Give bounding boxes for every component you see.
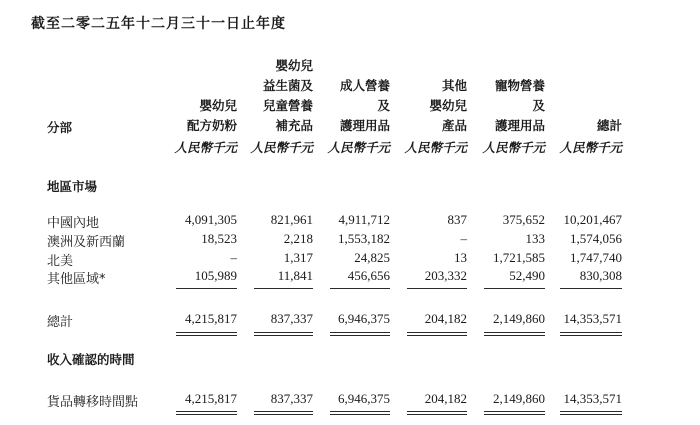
subtotal-rule-col3 — [330, 288, 390, 289]
final-underline-col6 — [560, 411, 622, 412]
cell: 2,218 — [283, 231, 313, 246]
col-header-total — [597, 116, 622, 136]
cell: 837,337 — [270, 391, 313, 406]
unit-label-col5: 人民幣千元 — [482, 140, 545, 155]
total-underline-col1 — [176, 332, 237, 333]
section-revenue-timing: 收入確認的時間 — [47, 352, 135, 367]
cell: 14,353,571 — [563, 391, 622, 406]
total-underline-col3 — [330, 332, 390, 333]
row-label-other-regions: 其他區域* — [47, 272, 106, 287]
row-label-mainland-china: 中國內地 — [47, 216, 100, 231]
total-underline-col4 — [407, 332, 467, 333]
cell: 24,825 — [354, 250, 390, 265]
total-underline-col5 — [484, 332, 545, 333]
unit-label-col1: 人民幣千元 — [174, 140, 237, 155]
row-label-north-america: 北美 — [47, 254, 74, 269]
final-underline-col5 — [484, 411, 545, 412]
cell: 18,523 — [201, 231, 237, 246]
cell: 6,946,375 — [338, 311, 390, 326]
total-underline-col2 — [254, 332, 313, 333]
cell: 837,337 — [270, 311, 313, 326]
col-header-line: 補充品 — [275, 118, 313, 133]
total-underline-col6 — [560, 335, 622, 336]
cell: – — [460, 231, 467, 246]
col-header-line: 總計 — [596, 118, 622, 133]
col-header-line: 兒童營養 — [262, 98, 313, 113]
cell: 52,490 — [509, 268, 545, 283]
cell: 204,182 — [424, 391, 467, 406]
cell: 4,215,817 — [185, 391, 237, 406]
section-geographic: 地區市場 — [47, 179, 98, 194]
col-header-line: 護理用品 — [339, 118, 390, 133]
col-header-line: 嬰幼兒 — [199, 98, 237, 113]
final-underline-col3 — [330, 411, 390, 412]
subtotal-rule-col4 — [407, 288, 467, 289]
total-underline-col6 — [560, 332, 622, 333]
col-header-line: 護理用品 — [494, 118, 545, 133]
total-underline-col3 — [330, 335, 390, 336]
cell: 2,149,860 — [493, 311, 545, 326]
subtotal-rule-col2 — [254, 288, 313, 289]
final-underline-col2 — [254, 414, 313, 415]
cell: 6,946,375 — [338, 391, 390, 406]
final-underline-col1 — [176, 414, 237, 415]
total-underline-col1 — [176, 335, 237, 336]
row-label-anz: 澳洲及新西蘭 — [47, 235, 126, 250]
col-header-adult-nutrition — [340, 76, 390, 136]
cell: 1,317 — [283, 250, 313, 265]
col-header-line: 嬰幼兒 — [275, 58, 313, 73]
cell: 1,574,056 — [570, 231, 622, 246]
unit-label-col4: 人民幣千元 — [404, 140, 467, 155]
cell: 4,091,305 — [185, 212, 237, 227]
cell: 13 — [454, 250, 467, 265]
col-header-other-infant — [429, 76, 467, 136]
col-header-line: 成人營養 — [339, 78, 390, 93]
cell: 133 — [525, 231, 545, 246]
final-underline-col4 — [407, 414, 467, 415]
cell: 4,911,712 — [338, 212, 390, 227]
cell: 1,747,740 — [570, 250, 622, 265]
total-underline-col2 — [254, 335, 313, 336]
final-underline-col4 — [407, 411, 467, 412]
cell: 11,841 — [277, 268, 313, 283]
col-header-line: 寵物營養 — [494, 78, 545, 93]
final-underline-col3 — [330, 414, 390, 415]
cell: 375,652 — [502, 212, 545, 227]
col-header-line: 其他 — [441, 78, 467, 93]
cell: 105,989 — [194, 268, 237, 283]
cell: 204,182 — [424, 311, 467, 326]
cell: 2,149,860 — [493, 391, 545, 406]
final-underline-col1 — [176, 411, 237, 412]
col-header-line: 配方奶粉 — [186, 118, 237, 133]
cell: 10,201,467 — [563, 212, 622, 227]
segment-label: 分部 — [47, 120, 73, 135]
unit-label-col6: 人民幣千元 — [559, 140, 622, 155]
col-header-line: 益生菌及 — [262, 78, 313, 93]
cell: 837 — [447, 212, 467, 227]
cell: 4,215,817 — [185, 311, 237, 326]
cell: – — [230, 250, 237, 265]
final-underline-col5 — [484, 414, 545, 415]
row-label-point-in-time: 貨品轉移時間點 — [47, 395, 139, 410]
final-underline-col6 — [560, 414, 622, 415]
cell: 821,961 — [270, 212, 313, 227]
unit-label-col3: 人民幣千元 — [327, 140, 390, 155]
col-header-line: 嬰幼兒 — [429, 98, 467, 113]
col-header-pet-nutrition — [495, 76, 545, 136]
col-header-line: 產品 — [441, 118, 467, 133]
cell: 830,308 — [579, 268, 622, 283]
cell: 14,353,571 — [563, 311, 622, 326]
total-underline-col4 — [407, 335, 467, 336]
total-underline-col5 — [484, 335, 545, 336]
unit-label-col2: 人民幣千元 — [250, 140, 313, 155]
cell: 456,656 — [347, 268, 390, 283]
cell: 203,332 — [424, 268, 467, 283]
col-header-line: 及 — [377, 98, 390, 113]
col-header-line: 及 — [532, 98, 545, 113]
period-title: 截至二零二五年十二月三十一日止年度 — [31, 16, 286, 32]
col-header-probiotics — [263, 56, 313, 136]
cell: 1,553,182 — [338, 231, 390, 246]
subtotal-rule-col5 — [484, 288, 545, 289]
col-header-infant-formula — [187, 96, 237, 136]
cell: 1,721,585 — [493, 250, 545, 265]
subtotal-rule-col6 — [560, 288, 622, 289]
subtotal-rule-col1 — [176, 288, 237, 289]
row-label-total: 總計 — [47, 315, 74, 330]
final-underline-col2 — [254, 411, 313, 412]
